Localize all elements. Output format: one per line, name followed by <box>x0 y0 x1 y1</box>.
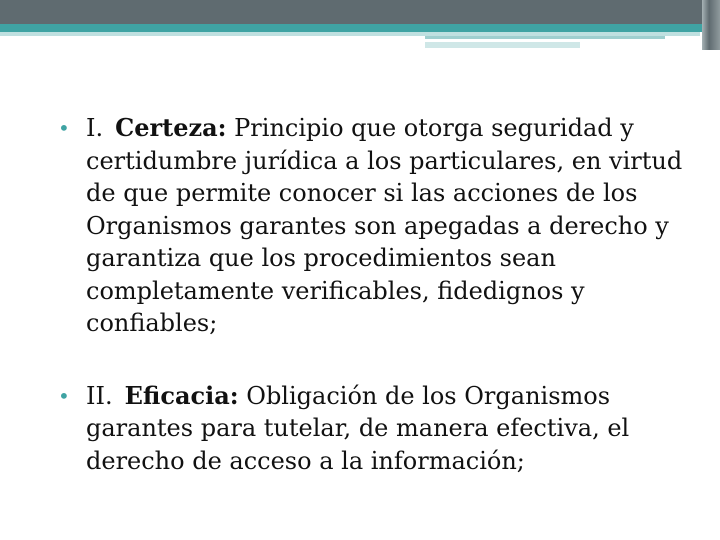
list-item <box>58 380 708 478</box>
accent-line <box>425 36 665 39</box>
bullet-icon: • <box>58 116 70 140</box>
bullet-icon: • <box>58 383 70 408</box>
item-text: Obligación de los Organismos garantes para tutelar, de manera efectiva, el derecho de acceso a la información; <box>86 381 630 475</box>
corner-decoration <box>702 0 720 50</box>
item-term: Eficacia: <box>124 380 239 410</box>
accent-line-light <box>425 42 580 48</box>
item-text: Principio que otorga seguridad y certidumbre jurídica a los particulares, en virtud de que permite conocer si las acciones de los Organismos garantes son apegadas a derecho y garantiza que los procedimientos sean completamente verificables, fidedignos y confiables; <box>86 114 683 337</box>
item-numeral: I. <box>86 114 104 142</box>
accent-stripe <box>0 24 705 32</box>
item-term: Certeza: <box>115 113 227 142</box>
slide-body <box>58 112 708 477</box>
list-item <box>58 112 708 340</box>
header-bar <box>0 0 720 24</box>
item-numeral: II. <box>86 381 113 410</box>
